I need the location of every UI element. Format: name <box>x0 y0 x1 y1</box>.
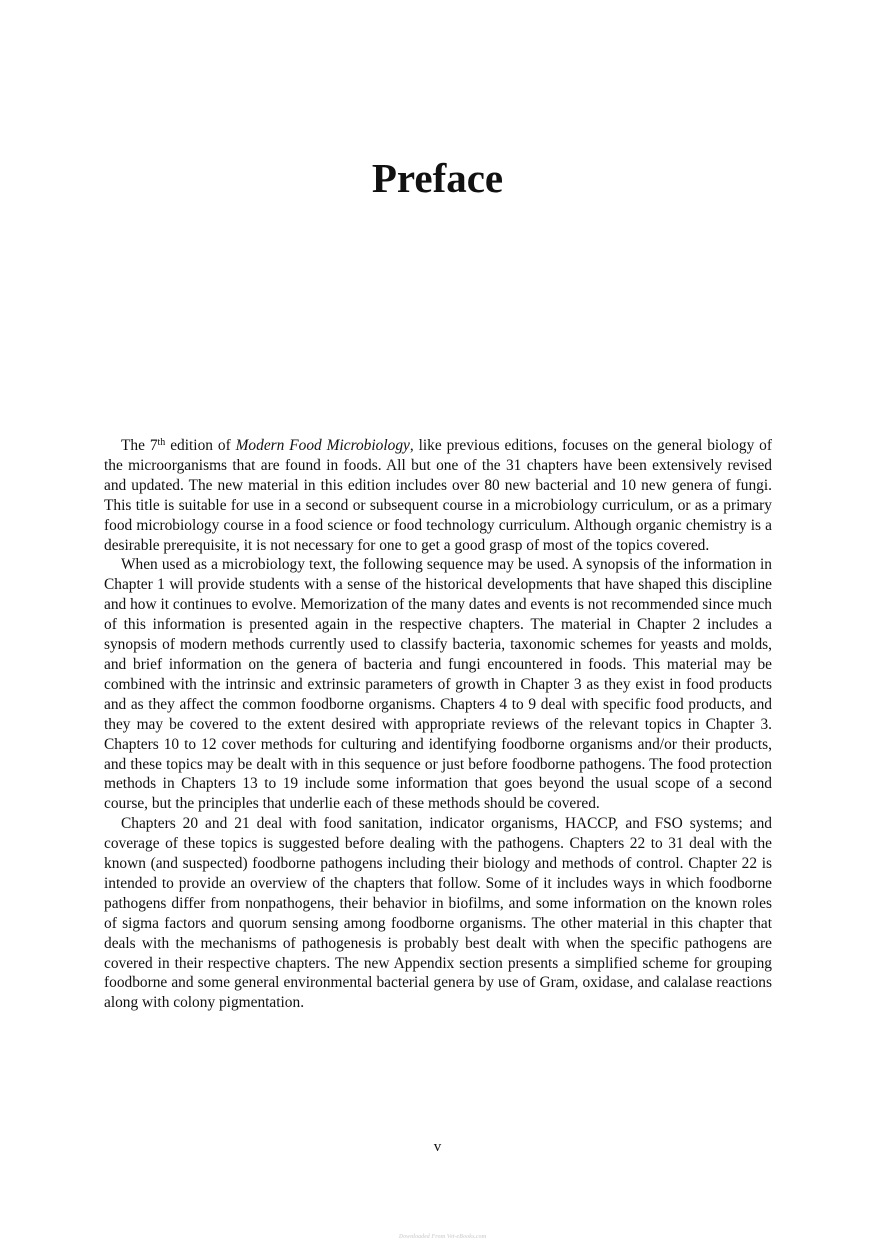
paragraph-1-lead: The 7 <box>121 437 158 454</box>
book-title: Modern Food Microbiology <box>235 437 410 454</box>
paragraph-2: When used as a microbiology text, the following sequence may be used. A synopsis of the information in Chapter 1 will provide students with a sense of the historical developments that have shaped this discipline and how it continues to evolve. Memorization of the many dates and events is not recommended since much of this information is presented again in the respective chapters. The material in Chapter 2 includes a synopsis of modern methods currently used to classify bacteria, taxonomic schemes for yeasts and molds, and brief information on the genera of bacteria and fungi encountered in foods. This material may be combined with the intrinsic and extrinsic parameters of growth in Chapter 3 as they exist in food products and as they affect the common foodborne organisms. Chapters 4 to 9 deal with specific food products, and they may be covered to the extent desired with appropriate reviews of the relevant topics in Chapter 3. Chapters 10 to 12 cover methods for culturing and identifying foodborne organisms and/or their products, and these topics may be dealt with in this sequence or just before foodborne pathogens. The food protection methods in Chapters 13 to 19 include some information that goes beyond the usual scope of a second course, but the principles that underlie each of these methods should be covered. <box>104 556 772 813</box>
paragraph-1-rest: , like previous editions, focuses on the general biology of the microorganisms that are found in foods. All but one of the 31 chapters have been extensively revised and updated. The new material in this edition includes over 80 new bacterial and 10 new genera of fungi. This title is suitable for use in a second or subsequent course in a microbiology curriculum, or as a primary food microbiology course in a food science or food technology curriculum. Although organic chemistry is a desirable prerequisite, it is not necessary for one to get a good grasp of most of the topics covered. <box>104 437 772 554</box>
page-number: v <box>433 1139 442 1155</box>
edition-superscript: th <box>157 437 166 448</box>
paragraph-1 <box>104 436 772 555</box>
preface-body <box>104 436 772 1013</box>
page-title: Preface <box>371 155 504 201</box>
paragraph-3: Chapters 20 and 21 deal with food sanitation, indicator organisms, HACCP, and FSO systems; and coverage of these topics is suggested before dealing with the pathogens. Chapters 22 to 31 deal with the known (and suspected) foodborne pathogens including their biology and methods of control. Chapter 22 is intended to provide an overview of the chapters that follow. Some of it includes ways in which foodborne pathogens differ from nonpathogens, their behavior in biofilms, and some information on the known roles of sigma factors and quorum sensing among foodborne organisms. The other material in this chapter that deals with the mechanisms of pathogenesis is probably best dealt with when the specific pathogens are covered in their respective chapters. The new Appendix section presents a simplified scheme for grouping foodborne and some general environmental bacterial genera by use of Gram, oxidase, and calalase reactions along with colony pigmentation. <box>104 815 772 1012</box>
paragraph-1-mid: edition of <box>165 437 236 454</box>
download-watermark: Downloaded From Vet-eBooks.com <box>398 1234 487 1240</box>
